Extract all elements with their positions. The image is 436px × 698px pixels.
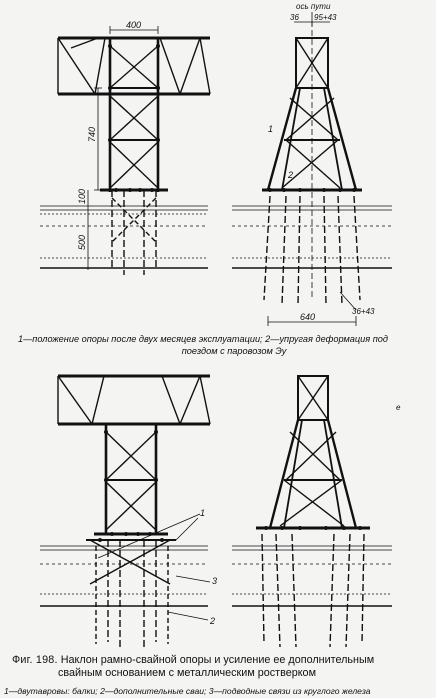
figure-caption [12, 654, 432, 680]
dim-640: 640 [300, 312, 316, 322]
bottom-left-truss [58, 376, 210, 424]
bottom-left-pier [86, 424, 200, 647]
callout-bottom-3: 3 [212, 576, 218, 586]
axis-label: ось пути [296, 2, 331, 11]
bottom-figure-drawing [0, 362, 436, 652]
top-left-pier [100, 38, 168, 275]
callout-top-1: 1 [268, 124, 274, 134]
callout-bottom-1: 1 [200, 508, 206, 518]
top-left-truss [58, 38, 210, 94]
callout-bottom-2: 2 [210, 616, 216, 626]
top-figure-drawing [0, 0, 436, 330]
top-caption-line2: поездом с паровозом Эу [181, 346, 287, 356]
figure-legend: 1—двутавровы: балки; 2—дополнительные сваи; 3—подводные связи из круглого железа [4, 686, 371, 696]
figure-title-line2: свайным основанием с металлическим ростверком [58, 667, 316, 679]
top-caption-line1: 1—положение опоры после двух месяцев эксплуатации; 2—упругая деформация под [18, 334, 388, 344]
dim-740: 740 [87, 126, 97, 142]
callout-top-2: 2 [288, 170, 294, 180]
dim-400: 400 [126, 20, 142, 30]
top-right-pier [262, 12, 362, 305]
bottom-rivets [98, 430, 362, 542]
bottom-leaders [168, 518, 210, 620]
top-caption [18, 333, 430, 357]
bottom-right-ground [232, 546, 392, 606]
dim-500: 500 [77, 234, 87, 250]
dim-36-43: 36+43 [352, 307, 375, 316]
bottom-left-ground [40, 546, 208, 606]
dim-36: 36 [290, 13, 299, 22]
dim-100: 100 [77, 188, 87, 204]
figure-number: Фиг. 198. [12, 654, 58, 666]
dim-95-43: 95+43 [314, 13, 337, 22]
figure-title-line1: Наклон рамно-свайной опоры и усиление ее дополнительным [60, 654, 375, 666]
callout-bottom-extra: е [396, 403, 401, 412]
